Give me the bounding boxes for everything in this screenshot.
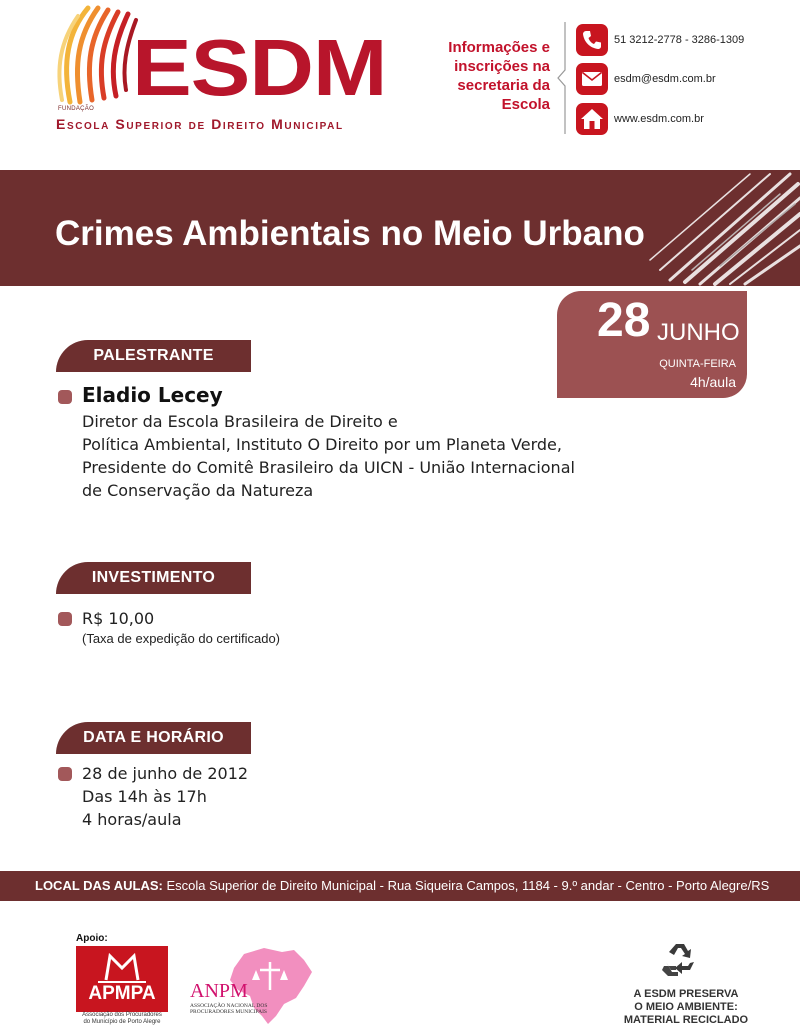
schedule-line: Das 14h às 17h [82, 787, 207, 806]
speaker-bio-line: Diretor da Escola Brasileira de Direito e [82, 412, 398, 431]
anpm-subtitle-line: ASSOCIAÇÃO NACIONAL DOS [190, 1003, 268, 1009]
email-link[interactable]: esdm@esdm.com.br [614, 73, 716, 85]
bullet-marker [58, 767, 72, 781]
info-registration-text [400, 38, 550, 114]
anpm-subtitle [190, 1003, 270, 1015]
location-label: LOCAL DAS AULAS: [35, 878, 163, 893]
support-label: Apoio: [76, 933, 108, 944]
info-line: Escola [501, 96, 550, 113]
anpm-subtitle-line: PROCURADORES MUNICIPAIS [190, 1009, 267, 1015]
info-line: inscrições na [454, 58, 550, 75]
price-note: (Taxa de expedição do certificado) [82, 631, 281, 646]
location-address: Escola Superior de Direito Municipal - Rua Siqueira Campos, 1184 - 9.º andar - Centro - Porto Alegre/RS [166, 878, 770, 893]
speaker-bio [82, 410, 575, 502]
logo-foundation-label: FUNDAÇÃO [58, 106, 95, 112]
banner-stripes-decoration [630, 170, 800, 286]
info-bracket-divider [555, 20, 569, 136]
speaker-name: Eladio Lecey [82, 383, 223, 407]
bullet-marker [58, 390, 72, 404]
speaker-bio-line: Política Ambiental, Instituto O Direito por um Planeta Verde, [82, 435, 562, 454]
email-icon [576, 63, 608, 95]
eco-message-line: A ESDM PRESERVA [633, 988, 739, 1000]
speaker-bio-line: de Conservação da Natureza [82, 481, 314, 500]
phone-number: 51 3212-2778 - 3286-1309 [614, 34, 745, 46]
date-month: JUNHO [657, 319, 740, 346]
apmpa-name: APMPA [88, 983, 156, 1004]
location-bar [0, 871, 800, 901]
date-hours: 4h/aula [690, 374, 736, 390]
event-title: Crimes Ambientais no Meio Urbano [55, 214, 645, 253]
home-icon [576, 103, 608, 135]
schedule-line: 28 de junho de 2012 [82, 764, 249, 783]
bullet-marker [58, 612, 72, 626]
date-day: 28 [597, 294, 651, 347]
section-heading-data-horario: DATA E HORÁRIO [56, 722, 251, 754]
eco-message [600, 988, 772, 1027]
info-line: secretaria da [457, 77, 550, 94]
apmpa-subtitle-line: do Município de Porto Alegre [83, 1019, 161, 1025]
eco-message-line: O MEIO AMBIENTE: [634, 1001, 738, 1013]
phone-icon [576, 24, 608, 56]
speaker-bio-line: Presidente do Comitê Brasileiro da UICN - União Internacional [82, 458, 575, 477]
section-heading-investimento: INVESTIMENTO [56, 562, 251, 594]
eco-message-line: MATERIAL RECICLADO [623, 1014, 749, 1026]
price: R$ 10,00 [82, 609, 155, 628]
logo-subtitle: Escola Superior de Direito Municipal [56, 116, 344, 132]
apmpa-subtitle [72, 1012, 172, 1026]
info-line: Informações e [448, 39, 550, 56]
date-weekday: QUINTA-FEIRA [659, 358, 736, 370]
recycle-icon [660, 940, 700, 980]
logo-text: ESDM [132, 23, 387, 112]
schedule-line: 4 horas/aula [82, 810, 182, 829]
schedule-details [82, 762, 248, 831]
apmpa-subtitle-line: Associação dos Procuradores [82, 1012, 162, 1018]
apmpa-columns-icon [76, 946, 168, 986]
website-link[interactable]: www.esdm.com.br [614, 113, 704, 125]
section-heading-palestrante: PALESTRANTE [56, 340, 251, 372]
anpm-name: ANPM [190, 980, 248, 1002]
